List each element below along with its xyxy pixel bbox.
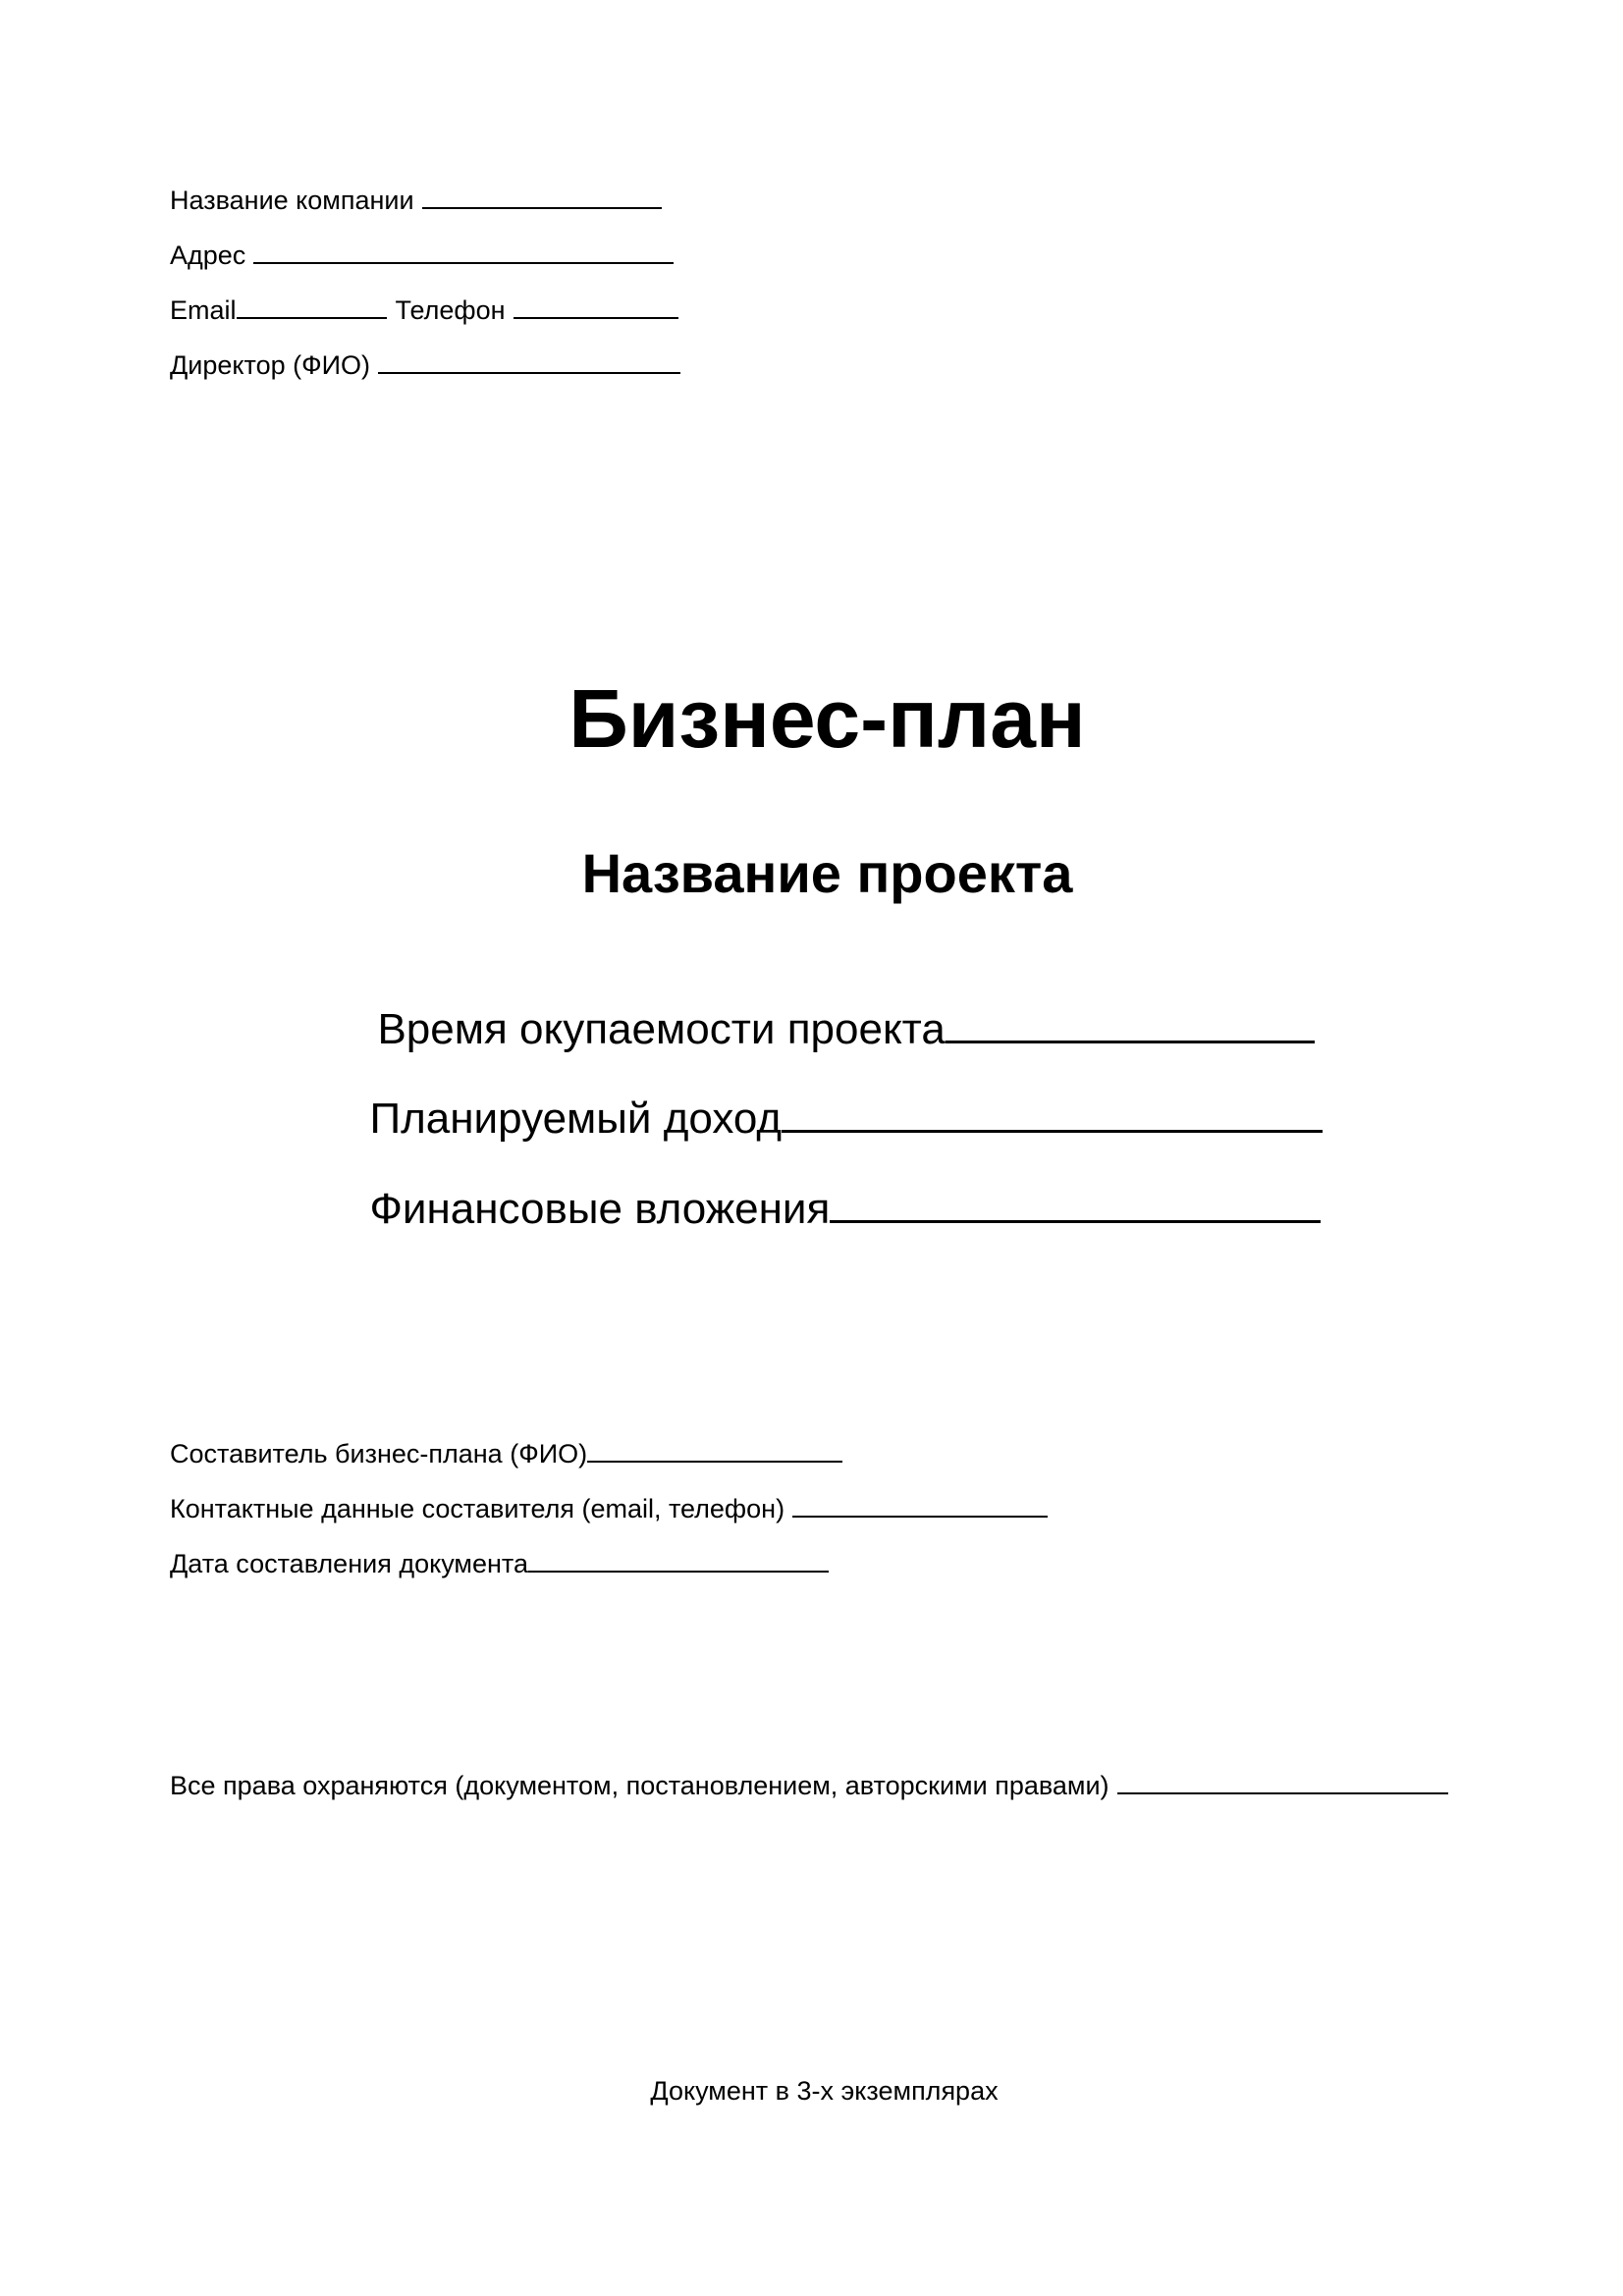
- author-blank[interactable]: [587, 1461, 842, 1463]
- author-label: Составитель бизнес-плана (ФИО): [170, 1439, 588, 1468]
- payback-label: Время окупаемости проекта: [377, 1005, 946, 1053]
- address-blank[interactable]: [253, 262, 674, 264]
- rights-blank[interactable]: [1117, 1792, 1448, 1794]
- author-contacts-line: [155, 1469, 1048, 1522]
- email-blank[interactable]: [237, 317, 387, 319]
- income-label: Планируемый доход: [369, 1095, 783, 1143]
- copies-note: Документ в 3-х экземплярах: [650, 2076, 999, 2106]
- author-contacts-label: Контактные данные составителя (email, телефон): [170, 1494, 785, 1523]
- investment-blank[interactable]: [830, 1220, 1321, 1223]
- address-line: [155, 216, 674, 269]
- payback-line: [353, 965, 1315, 1051]
- income-blank[interactable]: [782, 1130, 1323, 1133]
- investment-line: [346, 1145, 1321, 1231]
- company-name-blank[interactable]: [422, 207, 662, 209]
- author-line: [155, 1415, 842, 1468]
- email-label: Email: [170, 295, 237, 325]
- date-label: Дата составления документа: [170, 1549, 528, 1578]
- date-line: [155, 1524, 829, 1577]
- date-blank[interactable]: [528, 1571, 829, 1573]
- director-label: Директор (ФИО): [170, 350, 371, 380]
- rights-label: Все права охраняются (документом, постановлением, авторскими правами): [170, 1771, 1109, 1800]
- author-contacts-blank[interactable]: [792, 1516, 1048, 1518]
- document-title: Бизнес-план: [568, 672, 1086, 765]
- director-blank[interactable]: [378, 372, 680, 374]
- address-label: Адрес: [170, 240, 246, 270]
- rights-line: [155, 1746, 1448, 1799]
- investment-label: Финансовые вложения: [369, 1185, 831, 1233]
- payback-blank[interactable]: [946, 1041, 1315, 1043]
- company-name-label: Название компании: [170, 186, 414, 215]
- phone-blank[interactable]: [514, 317, 678, 319]
- income-line: [346, 1054, 1323, 1141]
- project-name-title: Название проекта: [581, 842, 1073, 904]
- phone-label: Телефон: [395, 295, 506, 325]
- company-name-line: [155, 161, 662, 214]
- contacts-line: [155, 271, 678, 324]
- director-line: [155, 326, 680, 379]
